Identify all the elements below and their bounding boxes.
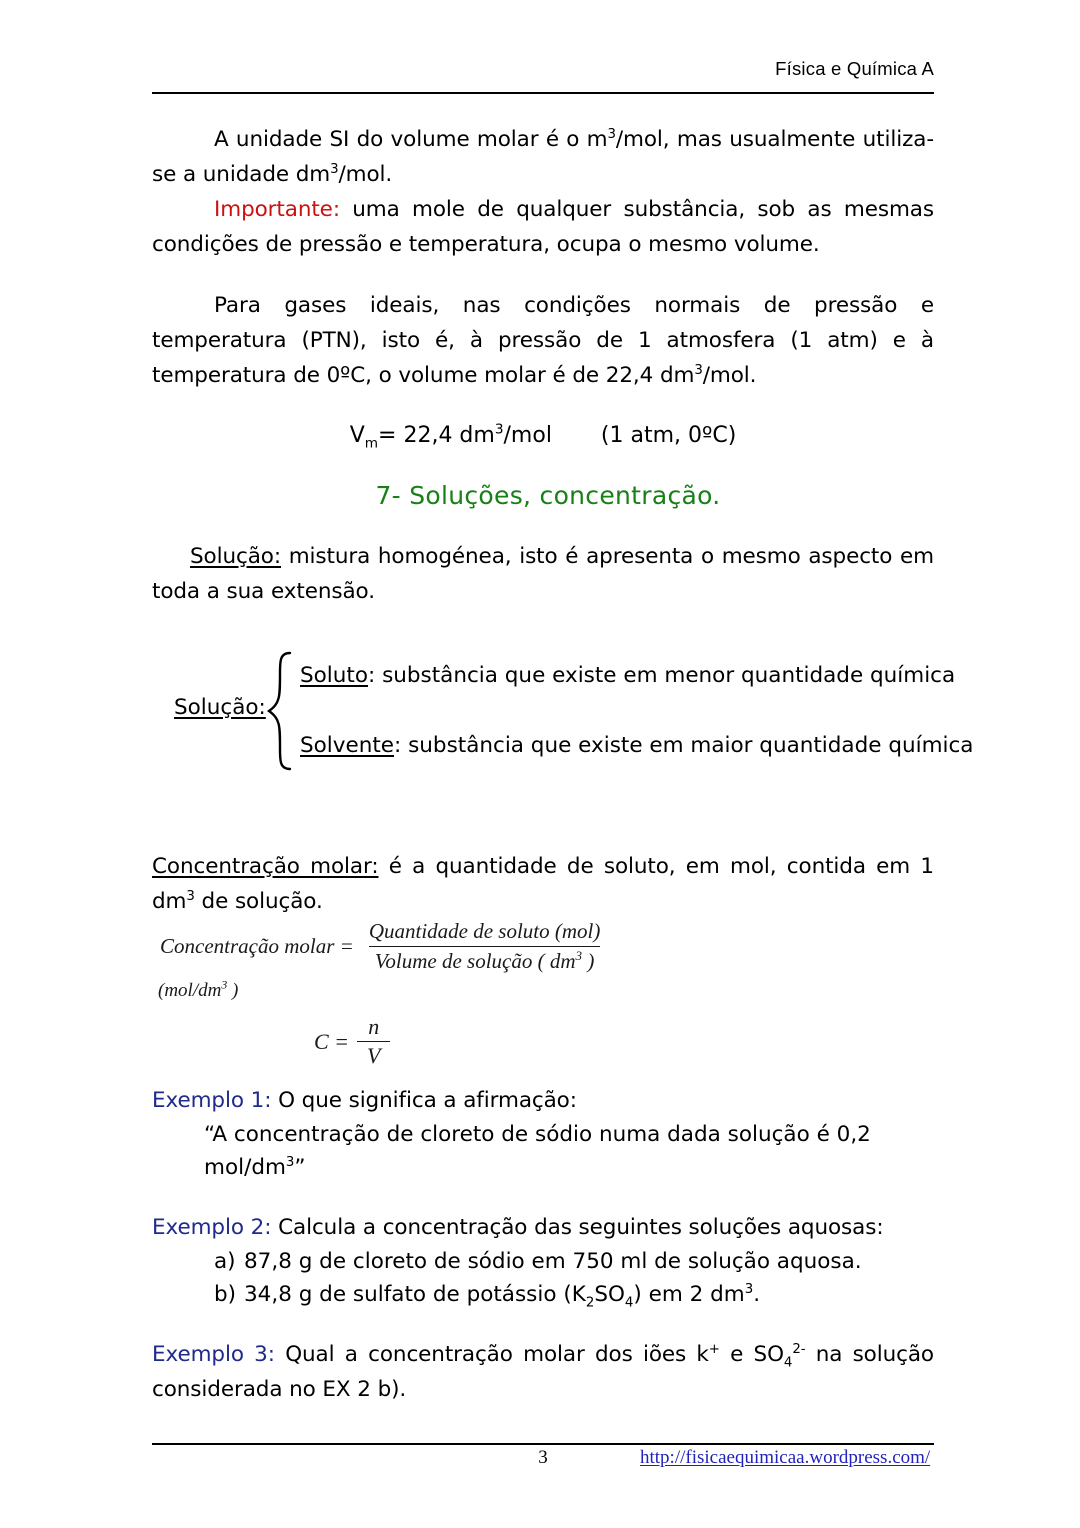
equation-units	[152, 974, 934, 1002]
vm-value: = 22,4 dm	[378, 423, 495, 448]
list-item-b-sub-2: 4	[624, 1295, 634, 1311]
solucao-label: Solução:	[190, 544, 281, 569]
exemplo-3-text-c: na solução considerada no EX 2 b).	[152, 1342, 934, 1402]
list-item-b-sup-1: 3	[744, 1281, 754, 1297]
exemplo-1-quote-b: ”	[294, 1155, 306, 1180]
brace-item-soluto	[300, 661, 955, 691]
fraction-denominator	[369, 946, 600, 974]
p3-superscript-1: 3	[694, 362, 703, 378]
importante-label: Importante:	[214, 197, 340, 222]
p3-text-b: /mol.	[702, 363, 757, 388]
brace-diagram-label	[174, 695, 266, 720]
page-header	[152, 58, 934, 80]
exemplo-3-text-b: e SO	[719, 1342, 784, 1367]
list-item-b-mid-2: ) em 2 dm	[633, 1282, 745, 1307]
vm-superscript: 3	[494, 421, 504, 438]
footer-url-link[interactable]: http://fisicaequimicaa.wordpress.com/	[640, 1447, 931, 1468]
list-item-b-text-a: 34,8 g de sulfato de potássio (K	[244, 1282, 586, 1307]
equation-main-row	[152, 919, 934, 974]
concentracao-molar-label: Concentração molar:	[152, 854, 379, 879]
list-item-b	[152, 1278, 934, 1311]
vm-subscript: m	[364, 435, 379, 452]
spacer	[152, 777, 934, 849]
list-marker-a: a)	[214, 1249, 236, 1274]
importante-text: uma mole de qualquer substância, sob as mesmas condições de pressão e temperatura, ocupa o mesmo volume.	[152, 197, 934, 257]
cv-denominator: V	[357, 1041, 390, 1069]
spacer	[152, 1184, 934, 1210]
soluto-definition: : substância que existe em menor quantidade química	[368, 663, 956, 688]
exemplo-1-text: O que significa a afirmação:	[271, 1088, 577, 1113]
vm-conditions: (1 atm, 0ºC)	[600, 423, 737, 448]
exemplo-1-quote-superscript: 3	[285, 1154, 295, 1170]
exemplo-3-text-a: Qual a concentração molar dos iões k	[274, 1342, 709, 1367]
paragraph-importante	[152, 192, 934, 262]
units-superscript: 3	[221, 978, 228, 992]
equation-cv-row	[152, 1002, 934, 1069]
paragraph-concentracao-molar	[152, 849, 934, 919]
p1-superscript-2: 3	[330, 161, 339, 177]
p1-text-b: /mol, mas usualmente utiliza-se a unidade dm	[152, 127, 934, 187]
paragraph-gases-ideais	[152, 288, 934, 393]
header-divider	[152, 92, 934, 94]
paragraph-exemplo-3	[152, 1337, 934, 1407]
exemplo-1-quote	[152, 1118, 934, 1184]
exemplo-2-text: Calcula a concentração das seguintes soluções aquosas:	[271, 1215, 884, 1240]
spacer	[152, 513, 934, 539]
denominator-text-b: )	[582, 949, 595, 973]
spacer	[152, 609, 934, 649]
section-heading-solucoes: 7- Soluções, concentração.	[375, 481, 721, 510]
equation-c-equals-n-over-v	[152, 1002, 934, 1069]
p3-text-a: Para gases ideais, nas condições normais de pressão e temperatura (PTN), isto é, à pressão de 1 atmosfera (1 atm) e à temperatura de 0ºC, o volume molar é de 22,4 dm	[152, 293, 934, 388]
equation-concentracao-molar	[152, 919, 934, 1002]
denominator-superscript: 3	[575, 948, 583, 963]
spacer	[152, 393, 934, 419]
equation-lhs: Concentração molar =	[160, 934, 354, 958]
paragraph-exemplo-2	[152, 1210, 934, 1245]
p1-text-c: /mol.	[338, 162, 393, 187]
p1-superscript-1: 3	[607, 126, 616, 142]
solvente-term: Solvente	[300, 733, 395, 758]
solucao-text: mistura homogénea, isto é apresenta o mesmo aspecto em toda a sua extensão.	[152, 544, 934, 604]
fraction	[363, 919, 607, 974]
header-title: Física e Química A	[775, 58, 934, 79]
p5-text-b: de solução.	[194, 889, 323, 914]
exemplo-3-sup-2: 2-	[792, 1341, 806, 1357]
curly-brace-icon	[264, 651, 298, 771]
footer-divider	[152, 1443, 934, 1445]
solvente-definition: : substância que existe em maior quantidade química	[394, 733, 974, 758]
list-item-b-sub-1: 2	[585, 1295, 595, 1311]
spacer	[152, 453, 934, 479]
denominator-text-a: Volume de solução ( dm	[374, 949, 576, 973]
exemplo-3-sup-1: +	[708, 1341, 720, 1357]
list-item-b-mid-1: SO	[594, 1282, 625, 1307]
spacer	[152, 262, 934, 288]
paragraph-volume-molar-unit	[152, 122, 934, 192]
brace-item-solvente	[300, 731, 973, 761]
list-item-b-text-b: .	[753, 1282, 761, 1307]
soluto-term: Soluto	[300, 663, 368, 688]
paragraph-solucao-definicao	[152, 539, 934, 609]
spacer	[152, 1311, 934, 1337]
exemplo-1-quote-a: “A concentração de cloreto de sódio numa dada solução é 0,2 mol/dm	[204, 1122, 871, 1180]
exemplo-1-label: Exemplo 1:	[152, 1088, 272, 1113]
vm-symbol: V	[349, 423, 365, 448]
units-text-b: )	[227, 980, 239, 1001]
list-marker-b: b)	[214, 1282, 237, 1307]
formula-volume-molar	[152, 419, 934, 453]
exemplo-2-label: Exemplo 2:	[152, 1215, 272, 1240]
list-item-a-text: 87,8 g de cloreto de sódio em 750 ml de solução aquosa.	[244, 1249, 862, 1274]
exemplo-3-sub-1: 4	[783, 1355, 793, 1371]
page-number: 3	[538, 1447, 548, 1468]
p5-text-a: é a quantidade de soluto, em mol, contida em 1 dm	[152, 854, 934, 914]
p5-superscript-1: 3	[186, 888, 195, 904]
fraction-small	[357, 1014, 390, 1069]
paragraph-exemplo-1	[152, 1083, 934, 1118]
cv-lhs: C =	[314, 1028, 350, 1054]
document-body	[152, 122, 974, 1407]
fraction-numerator: Quantidade de soluto (mol)	[368, 919, 601, 943]
list-item-a	[152, 1245, 934, 1278]
spacer	[152, 1069, 934, 1083]
brace-label-text: Solução:	[174, 695, 266, 720]
cv-numerator: n	[368, 1014, 380, 1039]
brace-diagram-solucao	[152, 649, 974, 777]
exemplo-3-label: Exemplo 3:	[152, 1342, 275, 1367]
units-text-a: (mol/dm	[158, 980, 222, 1001]
p1-text-a: A unidade SI do volume molar é o m	[214, 127, 608, 152]
vm-unit-tail: /mol	[503, 423, 552, 448]
